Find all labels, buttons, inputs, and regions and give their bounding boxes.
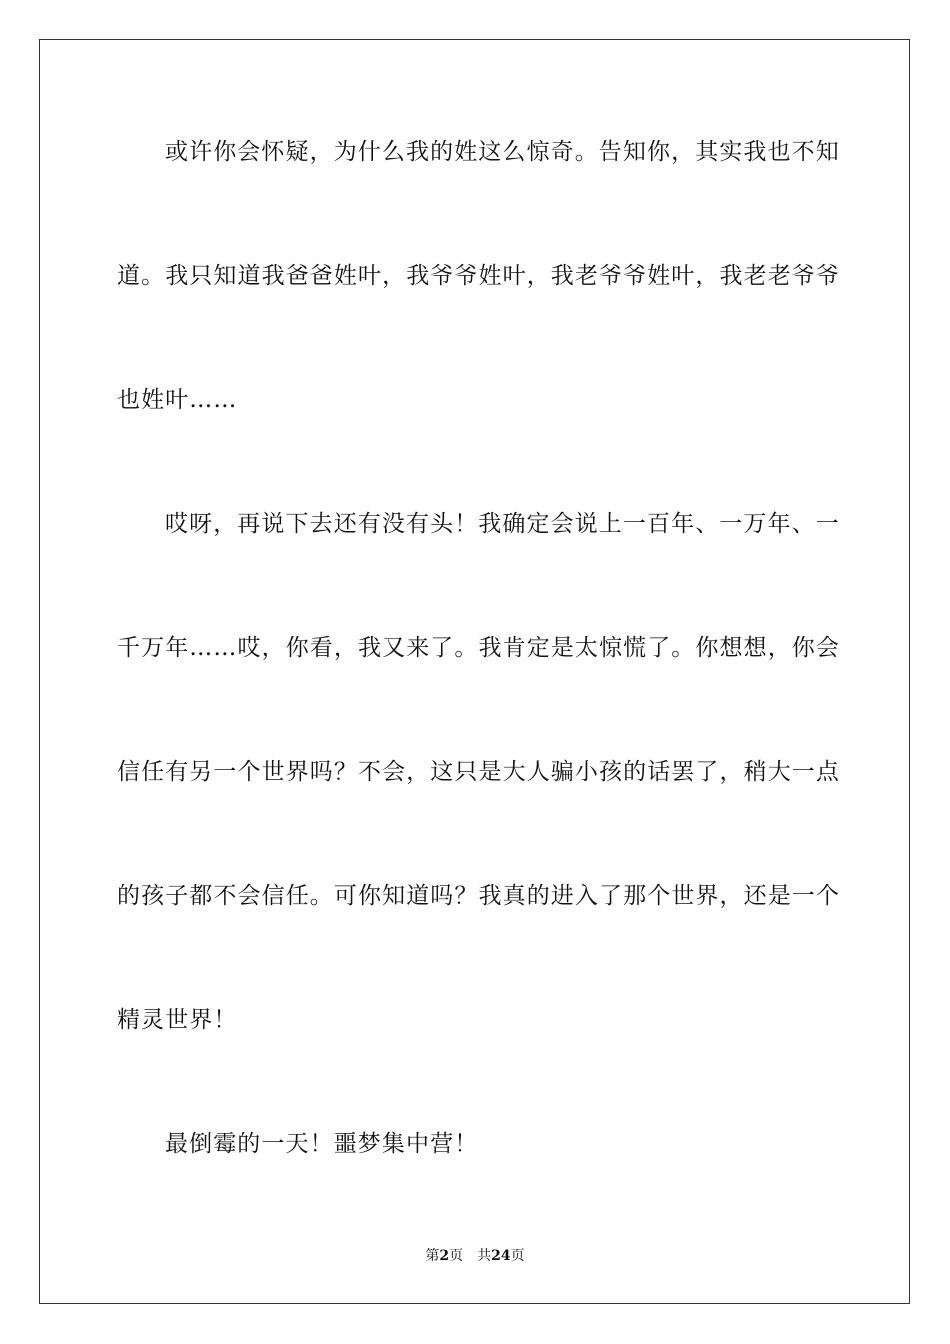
paragraph-1-line-2: 道。我只知道我爸爸姓叶，我爷爷姓叶，我老爷爷姓叶，我老老爷爷: [117, 263, 840, 289]
paragraph-1-line-1: 或许你会怀疑，为什么我的姓这么惊奇。告知你，其实我也不知: [165, 139, 840, 165]
page-number: 2: [439, 1248, 450, 1264]
paragraph-2-line-4: 的孩子都不会信任。可你知道吗？我真的进入了那个世界，还是一个: [117, 883, 840, 909]
total-suffix: 页: [510, 1248, 525, 1264]
total-pages: 24: [491, 1248, 511, 1264]
paragraph-3-line-1: 最倒霉的一天！噩梦集中营！: [165, 1131, 479, 1157]
page-border: [39, 39, 910, 1304]
paragraph-2-line-5: 精灵世界！: [117, 1007, 238, 1033]
page-suffix: 页: [449, 1248, 464, 1264]
paragraph-2-line-1: 哎呀，再说下去还有没有头！我确定会说上一百年、一万年、一: [165, 511, 840, 537]
total-prefix: 共: [477, 1248, 492, 1264]
page-prefix: 第: [425, 1248, 440, 1264]
paragraph-2-line-3: 信任有另一个世界吗？不会，这只是大人骗小孩的话罢了，稍大一点: [117, 759, 840, 785]
paragraph-1-line-3: 也姓叶……: [117, 387, 238, 413]
page-footer: [0, 1247, 950, 1265]
paragraph-2-line-2: 千万年……哎，你看，我又来了。我肯定是太惊慌了。你想想，你会: [117, 635, 840, 661]
